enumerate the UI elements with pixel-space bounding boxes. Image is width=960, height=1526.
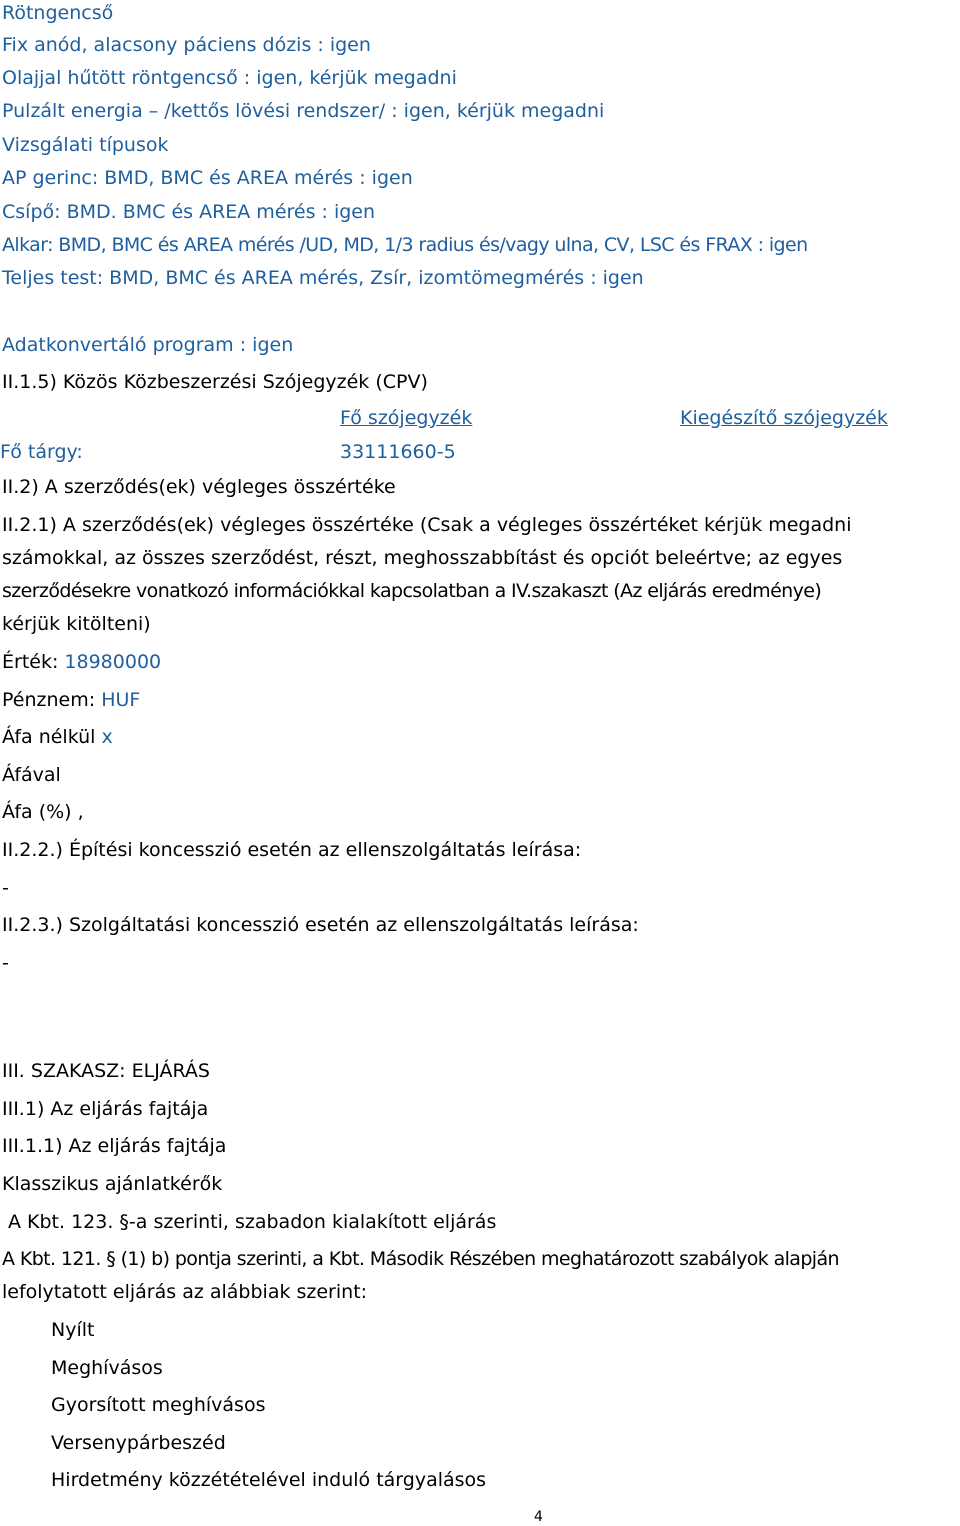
value-heading: II.2) A szerződés(ek) végleges összértéke	[2, 476, 396, 498]
kbt123-line: A Kbt. 123. §-a szerinti, szabadon kialakított eljárás	[8, 1211, 497, 1233]
vat-excl-mark: x	[101, 726, 113, 748]
xray-line-2: Olajjal hűtött röntgencső : igen, kérjük megadni	[2, 67, 457, 89]
currency-row	[2, 687, 140, 713]
page-number: 4	[534, 1509, 543, 1525]
converter-line: Adatkonvertáló program : igen	[2, 334, 294, 356]
xray-line-7: Alkar: BMD, BMC és AREA mérés /UD, MD, 1/3 radius és/vagy ulna, CV, LSC és FRAX : igen	[2, 234, 808, 256]
cpv-heading: II.1.5) Közös Közbeszerzési Szójegyzék (CPV)	[2, 371, 428, 393]
services-concession-heading: II.2.3.) Szolgáltatási koncesszió esetén az ellenszolgáltatás leírása:	[2, 914, 639, 936]
value-desc-line-3: szerződésekre vonatkozó információkkal kapcsolatban a IV.szakaszt (Az eljárás eredménye)	[2, 580, 822, 602]
services-concession-value: -	[2, 952, 9, 974]
classic-contracting-label: Klasszikus ajánlatkérők	[2, 1173, 223, 1195]
vat-excl-row	[2, 724, 113, 750]
main-subject-code: 33111660-5	[340, 441, 456, 463]
main-vocab-header: Fő szójegyzék	[340, 407, 473, 429]
value-desc-line-4: kérjük kitölteni)	[2, 613, 151, 635]
xray-line-3: Pulzált energia – /kettős lövési rendszer/ : igen, kérjük megadni	[2, 100, 605, 122]
value-desc-line-2: számokkal, az összes szerződést, részt, meghosszabbítást és opciót beleértve; az egyes	[2, 547, 843, 569]
procedure-option-open: Nyílt	[51, 1319, 95, 1341]
main-subject-label: Fő tárgy:	[0, 441, 83, 463]
vat-rate-label: Áfa (%) ,	[2, 801, 84, 823]
kbt121-line-1: A Kbt. 121. § (1) b) pontja szerinti, a Kbt. Második Részében meghatározott szabályok alapján	[2, 1248, 839, 1270]
procedure-type-heading: III.1) Az eljárás fajtája	[2, 1098, 209, 1120]
vat-incl-label: Áfával	[2, 764, 61, 786]
xray-line-6: Csípő: BMD. BMC és AREA mérés : igen	[2, 201, 376, 223]
procedure-option-restricted: Meghívásos	[51, 1357, 163, 1379]
procedure-option-negotiated: Hirdetmény közzétételével induló tárgyalásos	[51, 1469, 487, 1491]
procedure-option-accelerated-restricted: Gyorsított meghívásos	[51, 1394, 266, 1416]
xray-line-4: Vizsgálati típusok	[2, 134, 169, 156]
xray-line-5: AP gerinc: BMD, BMC és AREA mérés : igen	[2, 167, 413, 189]
vat-excl-label: Áfa nélkül	[2, 726, 96, 748]
xray-line-8: Teljes test: BMD, BMC és AREA mérés, Zsír, izomtömegmérés : igen	[2, 267, 644, 289]
works-concession-heading: II.2.2.) Építési koncesszió esetén az ellenszolgáltatás leírása:	[2, 839, 582, 861]
procedure-type-subheading: III.1.1) Az eljárás fajtája	[2, 1135, 227, 1157]
currency-value: HUF	[101, 689, 141, 711]
xray-line-1: Fix anód, alacsony páciens dózis : igen	[2, 34, 371, 56]
procedure-section-heading: III. SZAKASZ: ELJÁRÁS	[2, 1060, 210, 1082]
kbt121-line-2: lefolytatott eljárás az alábbiak szerint:	[2, 1281, 368, 1303]
currency-label: Pénznem:	[2, 689, 96, 711]
amount-row	[2, 649, 161, 675]
value-desc-line-1: II.2.1) A szerződés(ek) végleges összértéke (Csak a végleges összértéket kérjük megadni	[2, 514, 852, 536]
works-concession-value: -	[2, 877, 9, 899]
amount-value: 18980000	[64, 651, 162, 673]
xray-heading: Rötngencső	[2, 2, 114, 24]
procedure-option-competitive-dialogue: Versenypárbeszéd	[51, 1432, 226, 1454]
supp-vocab-header: Kiegészítő szójegyzék	[680, 407, 888, 429]
amount-label: Érték:	[2, 651, 59, 673]
